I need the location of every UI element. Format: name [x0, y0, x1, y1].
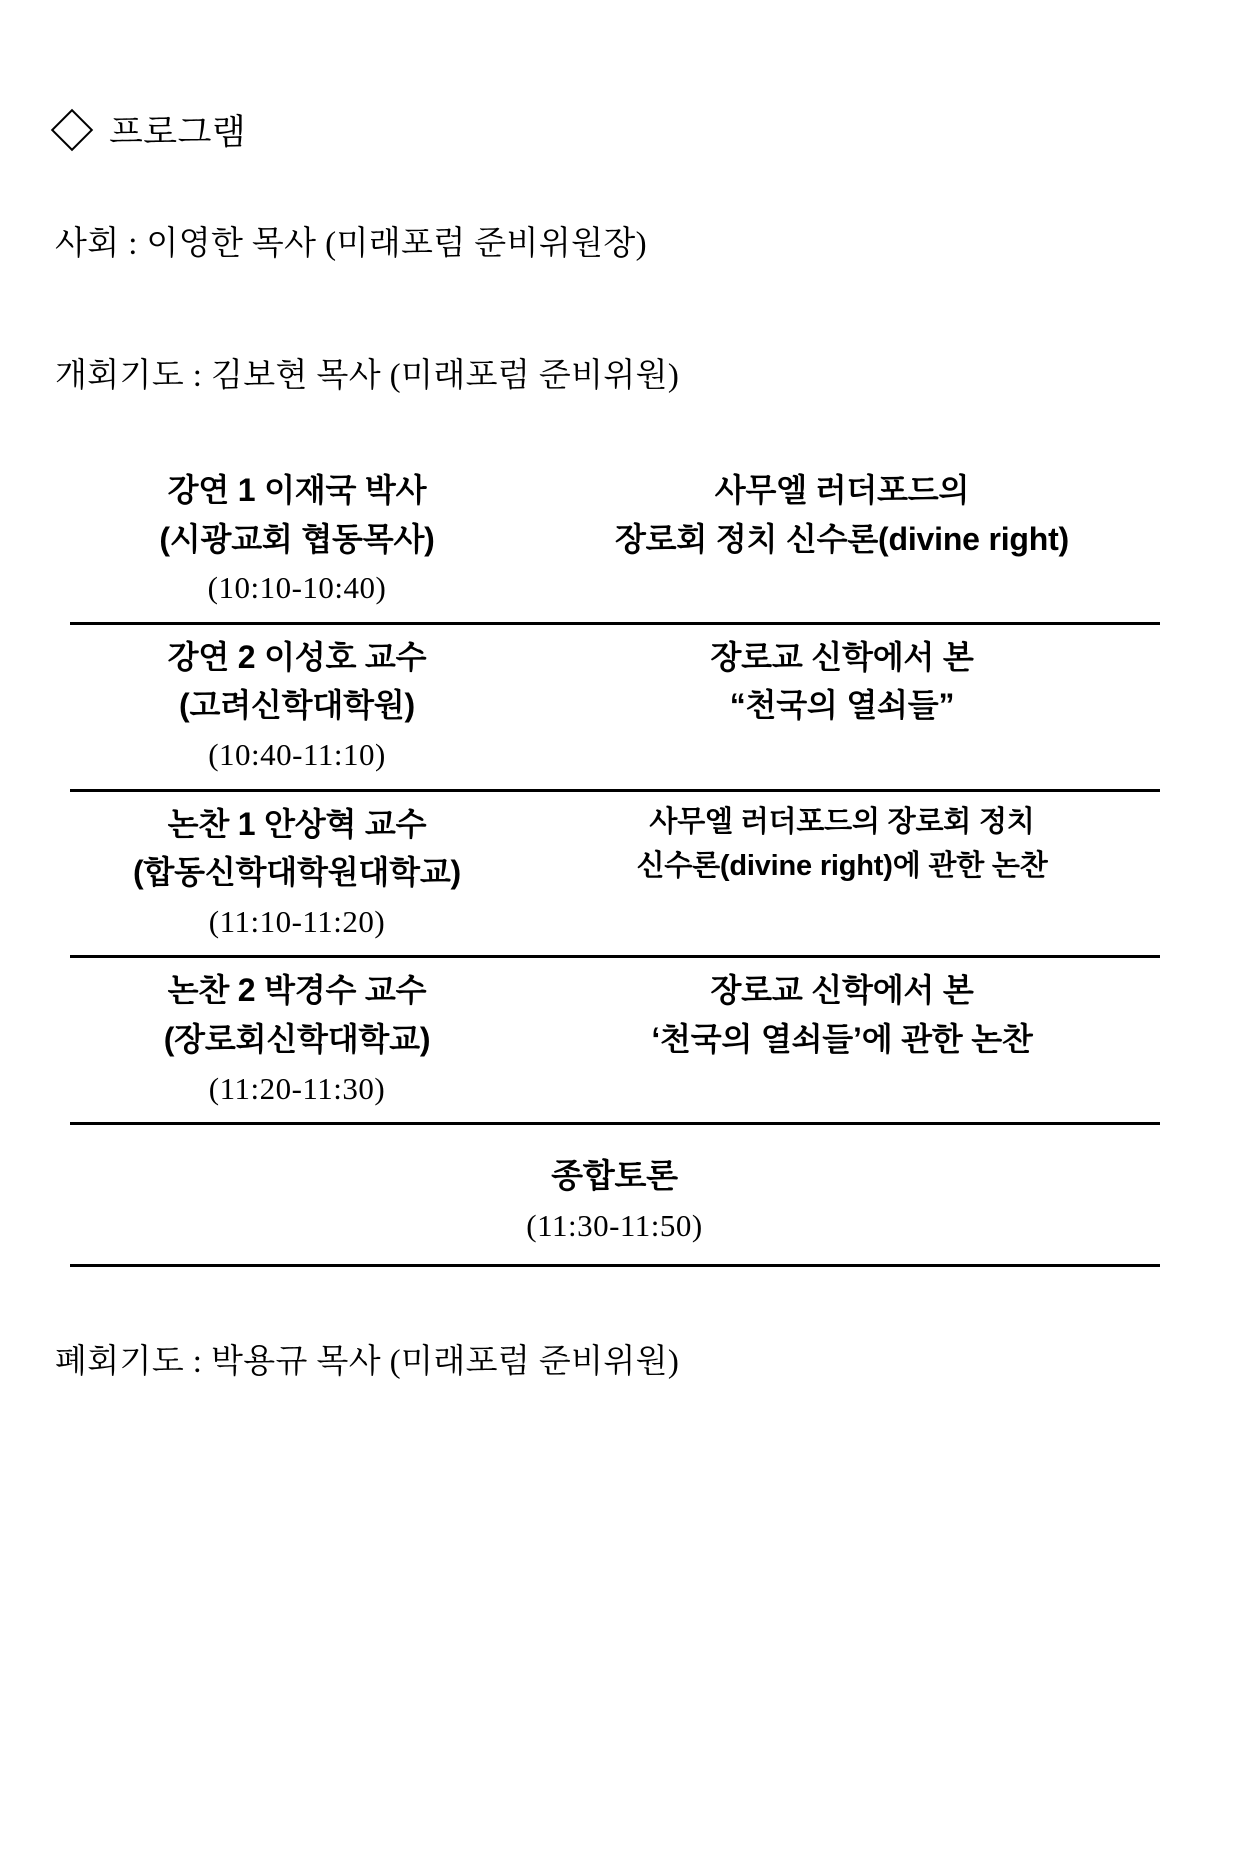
discussion-title: 종합토론	[551, 1157, 678, 1194]
moderator-line: 사회 : 이영한 목사 (미래포럼 준비위원장)	[55, 226, 648, 262]
page-title-text: 프로그램	[109, 113, 247, 152]
topic-cell	[525, 631, 1160, 730]
speaker-affiliation: (고려신학대학원)	[179, 687, 415, 724]
topic-line-2: 장로회 정치 신수론(divine right)	[614, 520, 1070, 557]
topic-cell	[525, 964, 1160, 1063]
topic-line-1: 사무엘 러더포드의 장로회 정치	[649, 805, 1035, 838]
session-time: (11:10-11:20)	[208, 903, 386, 939]
table-row	[70, 958, 1160, 1125]
speaker-name: 강연 2 이성호 교수	[167, 638, 427, 675]
closing-prayer-line: 폐회기도 : 박용규 목사 (미래포럼 준비위원)	[55, 1343, 680, 1380]
speaker-affiliation: (합동신학대학원대학교)	[132, 854, 462, 891]
topic-cell	[525, 798, 1160, 888]
program-table	[70, 458, 1160, 1267]
topic-line-2: ‘천국의 열쇠들’에 관한 논찬	[651, 1020, 1033, 1057]
table-row	[70, 792, 1160, 959]
topic-line-1: 장로교 신학에서 본	[710, 972, 974, 1009]
page-title	[55, 105, 1174, 155]
speaker-affiliation: (장로회신학대학교)	[163, 1020, 431, 1057]
discussion-time: (11:30-11:50)	[526, 1208, 703, 1244]
speaker-name: 논찬 2 박경수 교수	[167, 972, 427, 1009]
topic-cell	[525, 464, 1160, 563]
session-time: (10:40-11:10)	[208, 737, 386, 772]
topic-line-2: “천국의 열쇠들”	[729, 687, 955, 724]
speaker-cell	[70, 798, 525, 946]
speaker-cell	[70, 464, 525, 612]
session-time: (11:20-11:30)	[208, 1070, 386, 1106]
session-time: (10:10-10:40)	[207, 570, 387, 606]
table-row	[70, 625, 1160, 792]
table-row	[70, 458, 1160, 625]
speaker-cell	[70, 631, 525, 779]
speaker-affiliation: (시광교회 협동목사)	[159, 520, 435, 557]
topic-line-2: 신수론(divine right)에 관한 논찬	[636, 849, 1048, 882]
speaker-name: 강연 1 이재국 박사	[167, 472, 427, 508]
topic-line-1: 사무엘 러더포드의	[714, 472, 970, 508]
diamond-outline-icon	[51, 109, 93, 151]
topic-line-1: 장로교 신학에서 본	[710, 638, 974, 675]
speaker-name: 논찬 1 안상혁 교수	[167, 805, 427, 842]
discussion-row	[70, 1125, 1160, 1267]
opening-prayer-line: 개회기도 : 김보현 목사 (미래포럼 준비위원)	[55, 358, 680, 394]
speaker-cell	[70, 964, 525, 1112]
